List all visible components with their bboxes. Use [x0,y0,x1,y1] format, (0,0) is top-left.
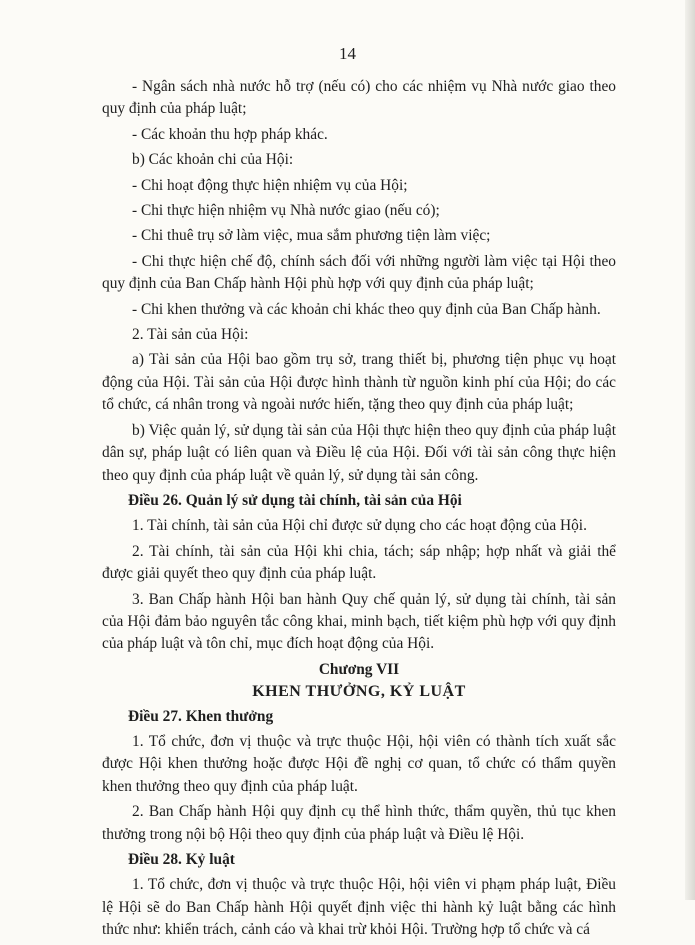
document-body [102,76,616,945]
article-28-clause-1: 1. Tổ chức, đơn vị thuộc và trực thuộc Hội, hội viên vi phạm pháp luật, Điều lệ Hội sẽ do Ban Chấp hành Hội quyết định việc thi hành kỷ luật bằng các hình thức như: khiển trách, cảnh cáo và khai trừ khỏi Hội. Trường hợp tổ chức và cá [102,876,616,939]
article-26-clause-2: 2. Tài chính, tài sản của Hội khi chia, tách; sáp nhập; hợp nhất và giải thể được giải quyết theo quy định của pháp luật. [102,542,616,583]
paragraph-expense-state-tasks: - Chi thực hiện nhiệm vụ Nhà nước giao (nếu có); [132,202,440,220]
article-26-clause-3: 3. Ban Chấp hành Hội ban hành Quy chế quản lý, sử dụng tài chính, tài sản của Hội đảm bảo nguyên tắc công khai, minh bạch, tiết kiệm phù hợp với quy định của pháp luật và tôn chỉ, mục đích hoạt động của Hội. [102,590,616,653]
paragraph-expense-policies: - Chi thực hiện chế độ, chính sách đối với những người làm việc tại Hội theo quy định của Ban Chấp hành Hội phù hợp với quy định của pháp luật; [102,252,616,293]
chapter-title: KHEN THƯỞNG, KỶ LUẬT [252,683,466,701]
paragraph-assets-a: a) Tài sản của Hội bao gồm trụ sở, trang thiết bị, phương tiện phục vụ hoạt động của Hội. Tài sản của Hội được hình thành từ nguồn kinh phí của Hội; do các tổ chức, cá nhân trong và ngoài nước hiến, tặng theo quy định của pháp luật; [102,351,616,414]
paragraph-assets-title: 2. Tài sản của Hội: [132,326,249,344]
paragraph-budget-support: - Ngân sách nhà nước hỗ trợ (nếu có) cho các nhiệm vụ Nhà nước giao theo quy định của pháp luật; [102,78,616,118]
paragraph-expense-rent: - Chi thuê trụ sở làm việc, mua sắm phương tiện làm việc; [132,227,491,245]
article-28-heading: Điều 28. Kỷ luật [128,851,235,868]
paragraph-expense-rewards: - Chi khen thưởng và các khoản chi khác theo quy định của Ban Chấp hành. [132,300,601,318]
paragraph-other-revenue: - Các khoản thu hợp pháp khác. [132,125,328,143]
article-26-clause-1: 1. Tài chính, tài sản của Hội chỉ được sử dụng cho các hoạt động của Hội. [132,517,587,535]
article-26-heading: Điều 26. Quản lý sử dụng tài chính, tài sản của Hội [128,491,462,509]
page-number: 14 [339,44,356,63]
paragraph-expenses-title: b) Các khoản chi của Hội: [132,151,294,169]
paragraph-expense-activities: - Chi hoạt động thực hiện nhiệm vụ của Hội; [132,176,408,194]
paragraph-assets-b: b) Việc quản lý, sử dụng tài sản của Hội thực hiện theo quy định của pháp luật dân sự, pháp luật có liên quan và Điều lệ của Hội. Đối với tài sản công thực hiện theo quy định của pháp luật về quản lý, sử dụng tài sản công. [102,421,616,484]
article-27-heading: Điều 27. Khen thưởng [128,707,274,725]
chapter-number: Chương VII [318,660,400,678]
page-edge-shadow [685,0,695,900]
article-27-clause-2: 2. Ban Chấp hành Hội quy định cụ thể hình thức, thẩm quyền, thủ tục khen thưởng trong nội bộ Hội theo quy định của pháp luật và Điều lệ Hội. [102,803,616,843]
article-27-clause-1: 1. Tổ chức, đơn vị thuộc và trực thuộc Hội, hội viên có thành tích xuất sắc được Hội khen thưởng hoặc được Hội đề nghị cơ quan, tổ chức có thẩm quyền khen thưởng theo quy định của pháp luật. [102,732,616,795]
